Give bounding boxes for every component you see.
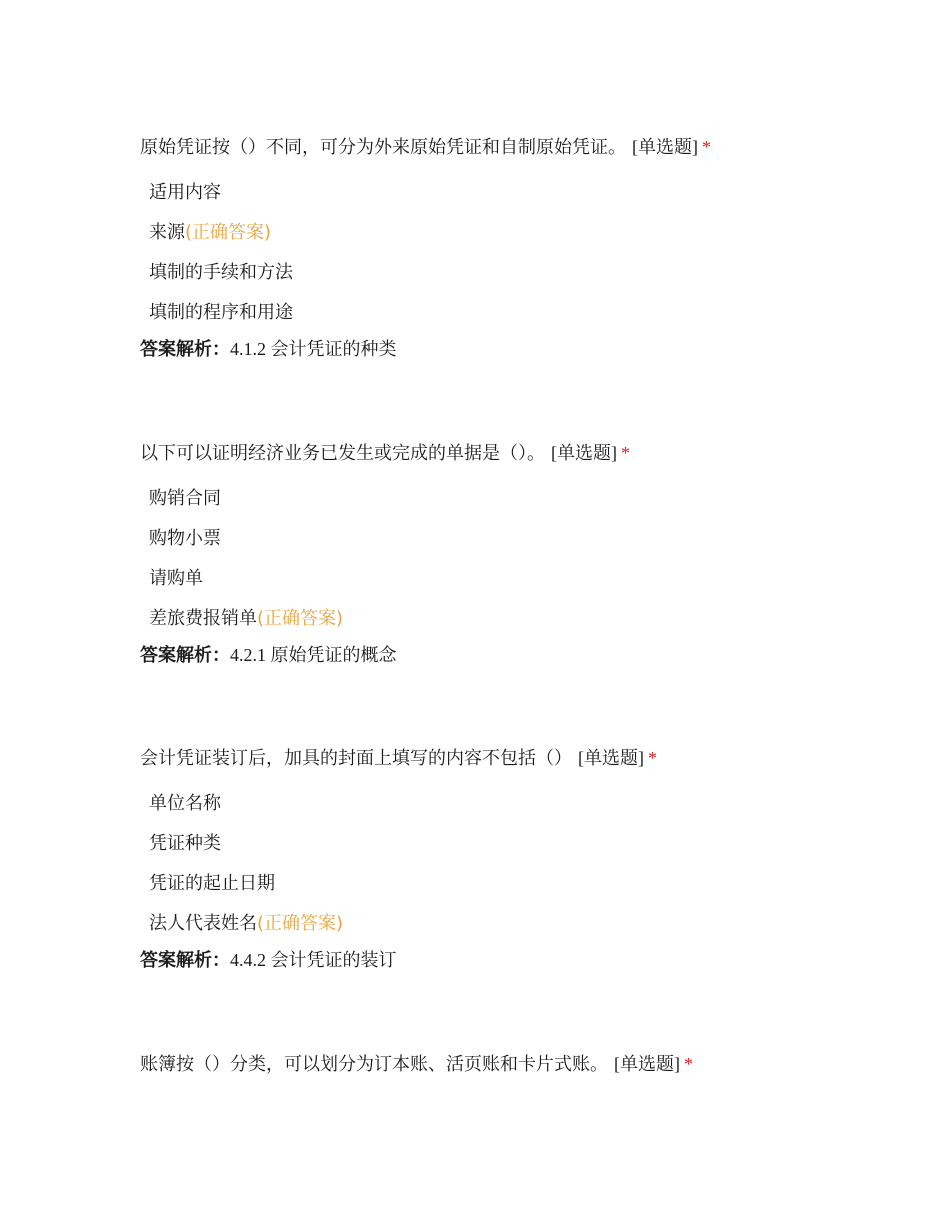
- option-d[interactable]: [140, 912, 920, 936]
- question-type-label: [单选题]: [632, 137, 698, 157]
- option-a[interactable]: [140, 487, 920, 511]
- answer-analysis: [140, 948, 920, 972]
- option-a[interactable]: [140, 181, 920, 205]
- correct-answer-tag: (正确答案): [185, 222, 272, 243]
- question-title: [140, 441, 920, 465]
- question-text: 账簿按（）分类，可以划分为订本账、活页账和卡片式账。: [140, 1054, 608, 1075]
- question-3: [140, 746, 920, 972]
- option-c[interactable]: [140, 567, 920, 591]
- option-list: [140, 792, 920, 936]
- question-title: [140, 135, 920, 159]
- question-text: 以下可以证明经济业务已发生或完成的单据是（）。: [140, 443, 545, 464]
- option-c[interactable]: [140, 261, 920, 285]
- option-c[interactable]: [140, 872, 920, 896]
- answer-analysis: [140, 643, 920, 667]
- option-b[interactable]: [140, 527, 920, 551]
- question-title: [140, 746, 920, 770]
- option-label: 凭证种类: [149, 833, 221, 854]
- option-d[interactable]: [140, 301, 920, 325]
- option-b[interactable]: [140, 832, 920, 856]
- option-b[interactable]: [140, 221, 920, 245]
- option-list: [140, 487, 920, 631]
- option-label: 凭证的起止日期: [149, 873, 275, 894]
- correct-answer-tag: (正确答案): [257, 913, 344, 934]
- analysis-text: 4.4.2 会计凭证的装订: [230, 950, 397, 970]
- required-mark: *: [648, 748, 657, 768]
- question-1: [140, 135, 920, 361]
- option-label: 差旅费报销单: [149, 608, 257, 629]
- option-label: 单位名称: [149, 793, 221, 814]
- option-label: 填制的手续和方法: [149, 262, 293, 283]
- question-type-label: [单选题]: [578, 748, 644, 768]
- question-type-label: [单选题]: [614, 1054, 680, 1074]
- correct-answer-tag: (正确答案): [257, 608, 344, 629]
- option-label: 来源: [149, 222, 185, 243]
- question-4: [140, 1052, 920, 1076]
- option-label: 购销合同: [149, 488, 221, 509]
- option-label: 请购单: [149, 568, 203, 589]
- analysis-text: 4.2.1 原始凭证的概念: [230, 645, 397, 665]
- question-2: [140, 441, 920, 667]
- question-text: 原始凭证按（）不同，可分为外来原始凭证和自制原始凭证。: [140, 137, 626, 158]
- required-mark: *: [621, 443, 630, 463]
- required-mark: *: [702, 137, 711, 157]
- question-title: [140, 1052, 920, 1076]
- option-label: 填制的程序和用途: [149, 302, 293, 323]
- answer-analysis: [140, 337, 920, 361]
- question-text: 会计凭证装订后，加具的封面上填写的内容不包括（）: [140, 748, 572, 769]
- option-label: 法人代表姓名: [149, 913, 257, 934]
- analysis-label: 答案解析：: [140, 645, 230, 666]
- analysis-label: 答案解析：: [140, 339, 230, 360]
- option-d[interactable]: [140, 607, 920, 631]
- option-label: 适用内容: [149, 182, 221, 203]
- question-type-label: [单选题]: [551, 443, 617, 463]
- option-label: 购物小票: [149, 528, 221, 549]
- analysis-text: 4.1.2 会计凭证的种类: [230, 339, 397, 359]
- option-list: [140, 181, 920, 325]
- analysis-label: 答案解析：: [140, 950, 230, 971]
- option-a[interactable]: [140, 792, 920, 816]
- required-mark: *: [684, 1054, 693, 1074]
